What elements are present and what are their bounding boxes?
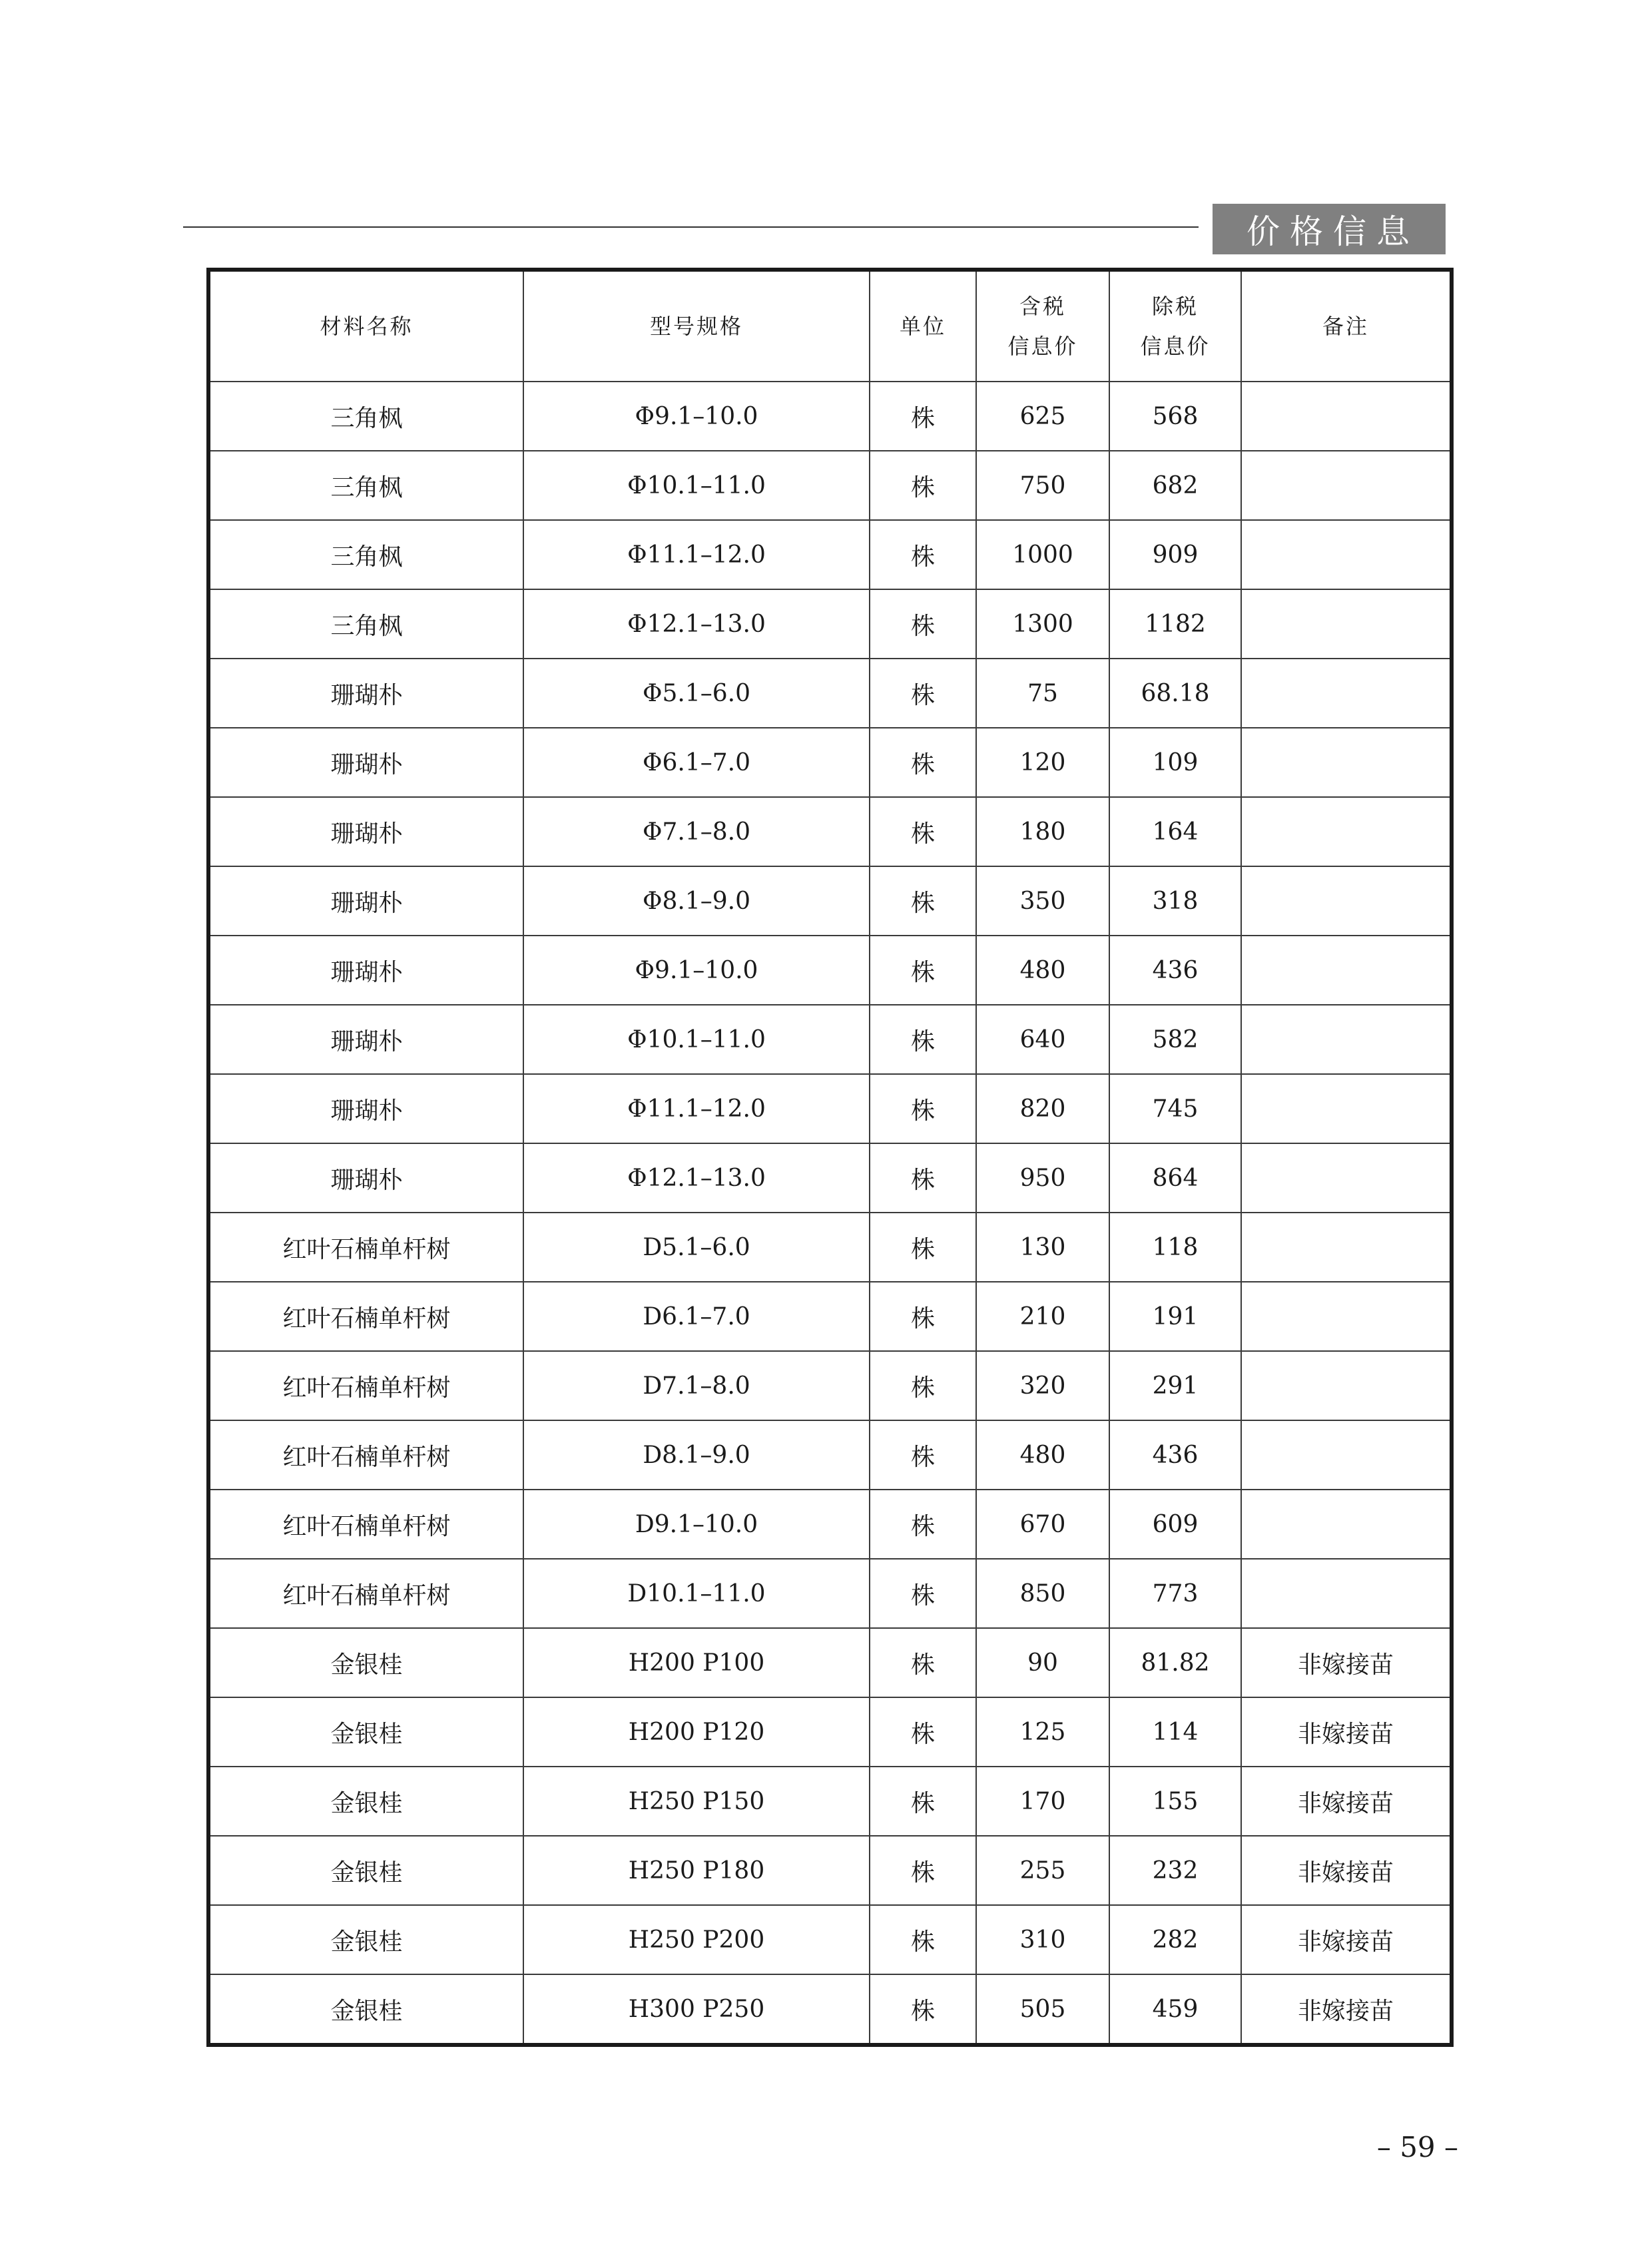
model-spec-cell: Φ12.1–13.0 <box>523 1143 870 1213</box>
tax-exclusive-price-cell: 864 <box>1109 1143 1241 1213</box>
model-spec-cell: Φ8.1–9.0 <box>523 866 870 936</box>
model-spec-cell: D5.1–6.0 <box>523 1213 870 1282</box>
model-spec-cell: H200 P120 <box>523 1697 870 1767</box>
material-name-cell: 金银桂 <box>208 1974 523 2045</box>
remarks-cell <box>1241 1490 1452 1559</box>
tax-inclusive-price-cell: 640 <box>976 1005 1109 1074</box>
price-table-container <box>206 268 1450 2047</box>
tax-inclusive-price-cell: 505 <box>976 1974 1109 2045</box>
unit-cell: 株 <box>870 866 976 936</box>
tax-exclusive-price-cell: 459 <box>1109 1974 1241 2045</box>
model-spec-cell: D10.1–11.0 <box>523 1559 870 1628</box>
column-header-line: 含税 <box>1019 294 1066 319</box>
tax-exclusive-price-cell: 436 <box>1109 1420 1241 1490</box>
material-name-cell: 红叶石楠单杆树 <box>208 1559 523 1628</box>
tax-exclusive-price-cell: 568 <box>1109 382 1241 451</box>
unit-cell: 株 <box>870 1974 976 2045</box>
unit-cell: 株 <box>870 1074 976 1143</box>
tax-exclusive-price-cell: 114 <box>1109 1697 1241 1767</box>
column-header-tax-exclusive-price <box>1109 270 1241 382</box>
table-body <box>208 382 1452 2045</box>
remarks-cell <box>1241 1074 1452 1143</box>
unit-cell: 株 <box>870 1697 976 1767</box>
tax-inclusive-price-cell: 950 <box>976 1143 1109 1213</box>
table-row <box>208 1490 1452 1559</box>
tax-inclusive-price-cell: 625 <box>976 382 1109 451</box>
remarks-cell <box>1241 797 1452 866</box>
unit-cell: 株 <box>870 1490 976 1559</box>
table-row <box>208 936 1452 1005</box>
table-row <box>208 728 1452 797</box>
remarks-cell <box>1241 1005 1452 1074</box>
unit-cell: 株 <box>870 797 976 866</box>
column-header-line: 信息价 <box>1007 334 1078 359</box>
material-name-cell: 三角枫 <box>208 382 523 451</box>
tax-inclusive-price-cell: 350 <box>976 866 1109 936</box>
unit-cell: 株 <box>870 936 976 1005</box>
unit-cell: 株 <box>870 728 976 797</box>
material-name-cell: 三角枫 <box>208 589 523 659</box>
section-title-tab <box>1213 204 1446 254</box>
tax-exclusive-price-cell: 745 <box>1109 1074 1241 1143</box>
tax-exclusive-price-cell: 232 <box>1109 1836 1241 1905</box>
material-name-cell: 红叶石楠单杆树 <box>208 1213 523 1282</box>
tax-inclusive-price-cell: 750 <box>976 451 1109 520</box>
header-rule <box>183 226 1199 228</box>
unit-cell: 株 <box>870 1420 976 1490</box>
material-name-cell: 金银桂 <box>208 1628 523 1697</box>
table-row <box>208 797 1452 866</box>
tax-exclusive-price-cell: 436 <box>1109 936 1241 1005</box>
tax-exclusive-price-cell: 582 <box>1109 1005 1241 1074</box>
material-name-cell: 金银桂 <box>208 1905 523 1974</box>
tax-inclusive-price-cell: 170 <box>976 1767 1109 1836</box>
column-header-material-name <box>208 270 523 382</box>
material-name-cell: 红叶石楠单杆树 <box>208 1490 523 1559</box>
tax-inclusive-price-cell: 255 <box>976 1836 1109 1905</box>
material-name-cell: 三角枫 <box>208 520 523 589</box>
model-spec-cell: Φ9.1–10.0 <box>523 936 870 1005</box>
column-header-line: 信息价 <box>1140 334 1211 359</box>
table-row <box>208 1697 1452 1767</box>
tax-inclusive-price-cell: 670 <box>976 1490 1109 1559</box>
table-row <box>208 382 1452 451</box>
material-name-cell: 珊瑚朴 <box>208 728 523 797</box>
model-spec-cell: D6.1–7.0 <box>523 1282 870 1351</box>
unit-cell: 株 <box>870 1836 976 1905</box>
tax-inclusive-price-cell: 310 <box>976 1905 1109 1974</box>
page-number: – 59 – <box>1376 2131 1458 2163</box>
material-name-cell: 珊瑚朴 <box>208 1005 523 1074</box>
material-name-cell: 珊瑚朴 <box>208 659 523 728</box>
tax-inclusive-price-cell: 320 <box>976 1351 1109 1420</box>
remarks-cell <box>1241 1282 1452 1351</box>
column-header-remarks <box>1241 270 1452 382</box>
remarks-cell <box>1241 1351 1452 1420</box>
model-spec-cell: H250 P150 <box>523 1767 870 1836</box>
section-title: 价格信息 <box>1246 212 1420 251</box>
remarks-cell: 非嫁接苗 <box>1241 1836 1452 1905</box>
tax-exclusive-price-cell: 282 <box>1109 1905 1241 1974</box>
table-row <box>208 1282 1452 1351</box>
model-spec-cell: H300 P250 <box>523 1974 870 2045</box>
material-name-cell: 红叶石楠单杆树 <box>208 1282 523 1351</box>
tax-exclusive-price-cell: 773 <box>1109 1559 1241 1628</box>
column-header-tax-inclusive-price <box>976 270 1109 382</box>
table-row <box>208 1143 1452 1213</box>
tax-inclusive-price-cell: 480 <box>976 1420 1109 1490</box>
column-header-unit <box>870 270 976 382</box>
table-row <box>208 1905 1452 1974</box>
remarks-cell <box>1241 659 1452 728</box>
tax-exclusive-price-cell: 118 <box>1109 1213 1241 1282</box>
remarks-cell: 非嫁接苗 <box>1241 1905 1452 1974</box>
model-spec-cell: D7.1–8.0 <box>523 1351 870 1420</box>
column-header-line: 除税 <box>1151 294 1199 319</box>
remarks-cell <box>1241 1559 1452 1628</box>
material-name-cell: 珊瑚朴 <box>208 866 523 936</box>
material-name-cell: 珊瑚朴 <box>208 1074 523 1143</box>
tax-inclusive-price-cell: 480 <box>976 936 1109 1005</box>
unit-cell: 株 <box>870 1282 976 1351</box>
model-spec-cell: Φ11.1–12.0 <box>523 520 870 589</box>
model-spec-cell: H250 P180 <box>523 1836 870 1905</box>
material-name-cell: 珊瑚朴 <box>208 797 523 866</box>
column-header-model-spec <box>523 270 870 382</box>
tax-inclusive-price-cell: 850 <box>976 1559 1109 1628</box>
model-spec-cell: Φ5.1–6.0 <box>523 659 870 728</box>
tax-inclusive-price-cell: 1000 <box>976 520 1109 589</box>
remarks-cell <box>1241 451 1452 520</box>
table-row <box>208 1351 1452 1420</box>
model-spec-cell: Φ6.1–7.0 <box>523 728 870 797</box>
unit-cell: 株 <box>870 1905 976 1974</box>
tax-exclusive-price-cell: 81.82 <box>1109 1628 1241 1697</box>
tax-exclusive-price-cell: 68.18 <box>1109 659 1241 728</box>
remarks-cell <box>1241 382 1452 451</box>
unit-cell: 株 <box>870 1143 976 1213</box>
material-name-cell: 金银桂 <box>208 1697 523 1767</box>
tax-exclusive-price-cell: 609 <box>1109 1490 1241 1559</box>
remarks-cell <box>1241 1213 1452 1282</box>
tax-exclusive-price-cell: 155 <box>1109 1767 1241 1836</box>
model-spec-cell: Φ7.1–8.0 <box>523 797 870 866</box>
table-row <box>208 659 1452 728</box>
unit-cell: 株 <box>870 1213 976 1282</box>
table-row <box>208 1559 1452 1628</box>
remarks-cell <box>1241 728 1452 797</box>
table-row <box>208 866 1452 936</box>
remarks-cell <box>1241 936 1452 1005</box>
tax-exclusive-price-cell: 191 <box>1109 1282 1241 1351</box>
model-spec-cell: Φ12.1–13.0 <box>523 589 870 659</box>
model-spec-cell: H200 P100 <box>523 1628 870 1697</box>
model-spec-cell: Φ9.1–10.0 <box>523 382 870 451</box>
material-name-cell: 珊瑚朴 <box>208 1143 523 1213</box>
price-table <box>206 268 1454 2047</box>
model-spec-cell: Φ11.1–12.0 <box>523 1074 870 1143</box>
material-name-cell: 红叶石楠单杆树 <box>208 1351 523 1420</box>
table-row <box>208 1005 1452 1074</box>
table-row <box>208 1420 1452 1490</box>
tax-exclusive-price-cell: 682 <box>1109 451 1241 520</box>
tax-exclusive-price-cell: 164 <box>1109 797 1241 866</box>
remarks-cell <box>1241 866 1452 936</box>
material-name-cell: 红叶石楠单杆树 <box>208 1420 523 1490</box>
material-name-cell: 三角枫 <box>208 451 523 520</box>
table-row <box>208 451 1452 520</box>
tax-inclusive-price-cell: 1300 <box>976 589 1109 659</box>
tax-inclusive-price-cell: 125 <box>976 1697 1109 1767</box>
unit-cell: 株 <box>870 1628 976 1697</box>
unit-cell: 株 <box>870 520 976 589</box>
unit-cell: 株 <box>870 589 976 659</box>
table-header-row <box>208 270 1452 382</box>
model-spec-cell: Φ10.1–11.0 <box>523 451 870 520</box>
column-header-line: 材料名称 <box>320 314 413 339</box>
unit-cell: 株 <box>870 1351 976 1420</box>
model-spec-cell: Φ10.1–11.0 <box>523 1005 870 1074</box>
tax-inclusive-price-cell: 130 <box>976 1213 1109 1282</box>
unit-cell: 株 <box>870 1767 976 1836</box>
unit-cell: 株 <box>870 1005 976 1074</box>
remarks-cell: 非嫁接苗 <box>1241 1974 1452 2045</box>
remarks-cell: 非嫁接苗 <box>1241 1767 1452 1836</box>
table-row <box>208 1628 1452 1697</box>
tax-exclusive-price-cell: 318 <box>1109 866 1241 936</box>
unit-cell: 株 <box>870 659 976 728</box>
remarks-cell <box>1241 589 1452 659</box>
table-row <box>208 1974 1452 2045</box>
tax-inclusive-price-cell: 90 <box>976 1628 1109 1697</box>
tax-exclusive-price-cell: 291 <box>1109 1351 1241 1420</box>
column-header-line: 备注 <box>1322 314 1369 339</box>
model-spec-cell: D9.1–10.0 <box>523 1490 870 1559</box>
unit-cell: 株 <box>870 451 976 520</box>
tax-inclusive-price-cell: 180 <box>976 797 1109 866</box>
tax-inclusive-price-cell: 120 <box>976 728 1109 797</box>
remarks-cell: 非嫁接苗 <box>1241 1697 1452 1767</box>
tax-exclusive-price-cell: 1182 <box>1109 589 1241 659</box>
tax-inclusive-price-cell: 210 <box>976 1282 1109 1351</box>
material-name-cell: 珊瑚朴 <box>208 936 523 1005</box>
table-row <box>208 1213 1452 1282</box>
table-row <box>208 520 1452 589</box>
tax-inclusive-price-cell: 75 <box>976 659 1109 728</box>
unit-cell: 株 <box>870 1559 976 1628</box>
remarks-cell <box>1241 1420 1452 1490</box>
table-row <box>208 1074 1452 1143</box>
tax-exclusive-price-cell: 909 <box>1109 520 1241 589</box>
table-row <box>208 1836 1452 1905</box>
unit-cell: 株 <box>870 382 976 451</box>
table-row <box>208 589 1452 659</box>
material-name-cell: 金银桂 <box>208 1836 523 1905</box>
column-header-line: 单位 <box>899 314 946 339</box>
tax-exclusive-price-cell: 109 <box>1109 728 1241 797</box>
remarks-cell: 非嫁接苗 <box>1241 1628 1452 1697</box>
tax-inclusive-price-cell: 820 <box>976 1074 1109 1143</box>
model-spec-cell: D8.1–9.0 <box>523 1420 870 1490</box>
table-row <box>208 1767 1452 1836</box>
remarks-cell <box>1241 1143 1452 1213</box>
column-header-line: 型号规格 <box>649 314 743 339</box>
model-spec-cell: H250 P200 <box>523 1905 870 1974</box>
remarks-cell <box>1241 520 1452 589</box>
material-name-cell: 金银桂 <box>208 1767 523 1836</box>
